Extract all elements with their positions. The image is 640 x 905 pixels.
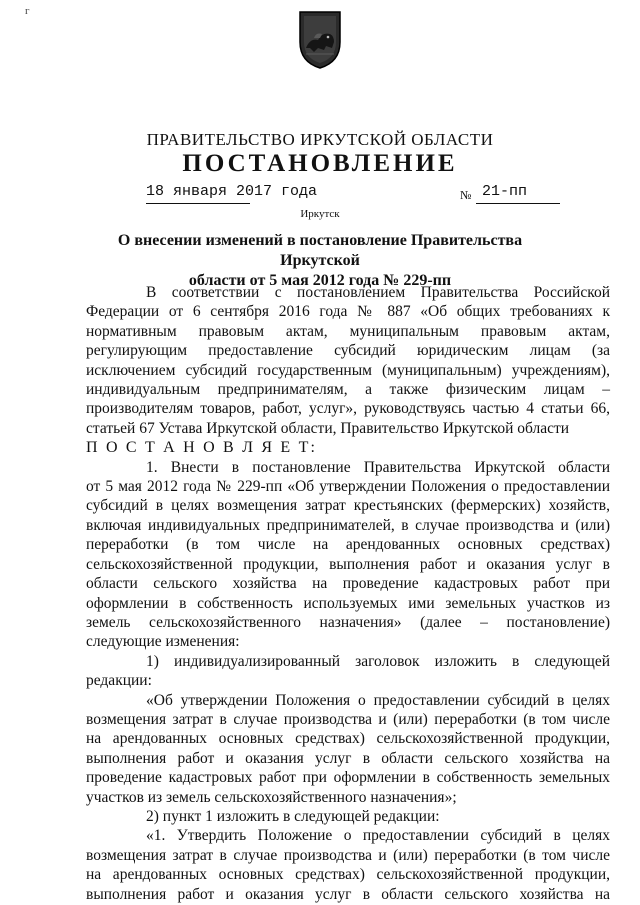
body-line: «1. Утвердить Положение о предоставлении субсидий в целях [146, 827, 610, 845]
organization-name: ПРАВИТЕЛЬСТВО ИРКУТСКОЙ ОБЛАСТИ [146, 130, 494, 149]
body-line: земель сельскохозяйственного назначения» (далее – постановление) [86, 613, 610, 631]
body-line: индивидуальным предпринимателям, а также физическим лицам – [86, 381, 610, 399]
body-line: 1) индивидуализированный заголовок изложить в следующей [146, 652, 610, 670]
document-number: 21-пп [482, 183, 528, 200]
body-line: редакции: [86, 672, 152, 690]
body-line: области сельского хозяйства на проведение кадастровых работ при [86, 575, 610, 593]
body-line: проведение кадастровых работ при оформлении в собственность земельных [86, 769, 610, 787]
body-line: следующие изменения: [86, 633, 240, 651]
body-line: на арендованных основных средствах) сельскохозяйственной продукции, [86, 730, 610, 748]
body-line: выполнения работ и оказания услуг в области сельского хозяйства на [86, 885, 610, 903]
title-line: области от 5 мая 2012 года № 229-пп [188, 272, 452, 289]
corner-mark: г [25, 5, 30, 17]
body-line: на арендованных основных средствах) сельскохозяйственной продукции, [86, 866, 610, 884]
body-line: переработки (в том числе на арендованных основных средствах) [86, 536, 610, 554]
body-line: субсидий в целях возмещения затрат крестьянских (фермерских) хозяйств, [86, 497, 610, 515]
document-body [86, 283, 610, 904]
number-sign: № [460, 188, 472, 202]
body-line: возмещения затрат в случае производства и (или) переработки (в том числе [86, 710, 610, 728]
coat-of-arms-icon [296, 8, 344, 70]
body-line: статьей 67 Устава Иркутской области, Правительство Иркутской области [86, 419, 570, 437]
document-type: ПОСТАНОВЛЕНИЕ [182, 150, 458, 177]
body-line: Федерации от 6 сентября 2016 года № 887 «Об общих требованиях к [86, 303, 610, 321]
title-line: О внесении изменений в постановление Правительства Иркутской [117, 232, 523, 269]
date-underline [146, 203, 250, 204]
document-date: 18 января 2017 года [146, 183, 318, 200]
body-line: нормативным правовым актам, муниципальным правовым актам, [86, 322, 610, 340]
body-line: 1. Внести в постановление Правительства Иркутской области [146, 458, 610, 476]
body-line: оформлении в собственность используемых ими земельных участков из [86, 594, 610, 612]
body-line: 2) пункт 1 изложить в следующей редакции: [146, 807, 440, 825]
body-line: В соответствии с постановлением Правительства Российской [146, 284, 610, 301]
number-underline [476, 203, 560, 204]
body-line: участков из земель сельскохозяйственного назначения»; [86, 788, 457, 806]
body-line: возмещения затрат в случае производства и (или) переработки (в том числе [86, 846, 610, 864]
document-title [80, 231, 560, 291]
body-line: регулирующим предоставление субсидий юридическим лицам (за [86, 342, 610, 360]
body-line: от 5 мая 2012 года № 229-пп «Об утверждении Положения о предоставлении [86, 478, 610, 496]
body-line: «Об утверждении Положения о предоставлении субсидий в целях [146, 691, 610, 709]
body-line: сельскохозяйственной продукции, выполнения работ и оказания услуг в [86, 555, 610, 573]
resolves-heading: П О С Т А Н О В Л Я Е Т: [86, 439, 318, 457]
body-line: выполнения работ и оказания услуг в области сельского хозяйства на [86, 749, 610, 767]
body-line: включая индивидуальных предпринимателей, в случае производства и (или) [86, 516, 610, 534]
body-line: исключением субсидий государственным (муниципальным) учреждениям), [86, 361, 610, 379]
issue-city: Иркутск [300, 208, 340, 220]
body-line: производителям товаров, работ, услуг», руководствуясь частью 4 статьи 66, [86, 400, 610, 418]
